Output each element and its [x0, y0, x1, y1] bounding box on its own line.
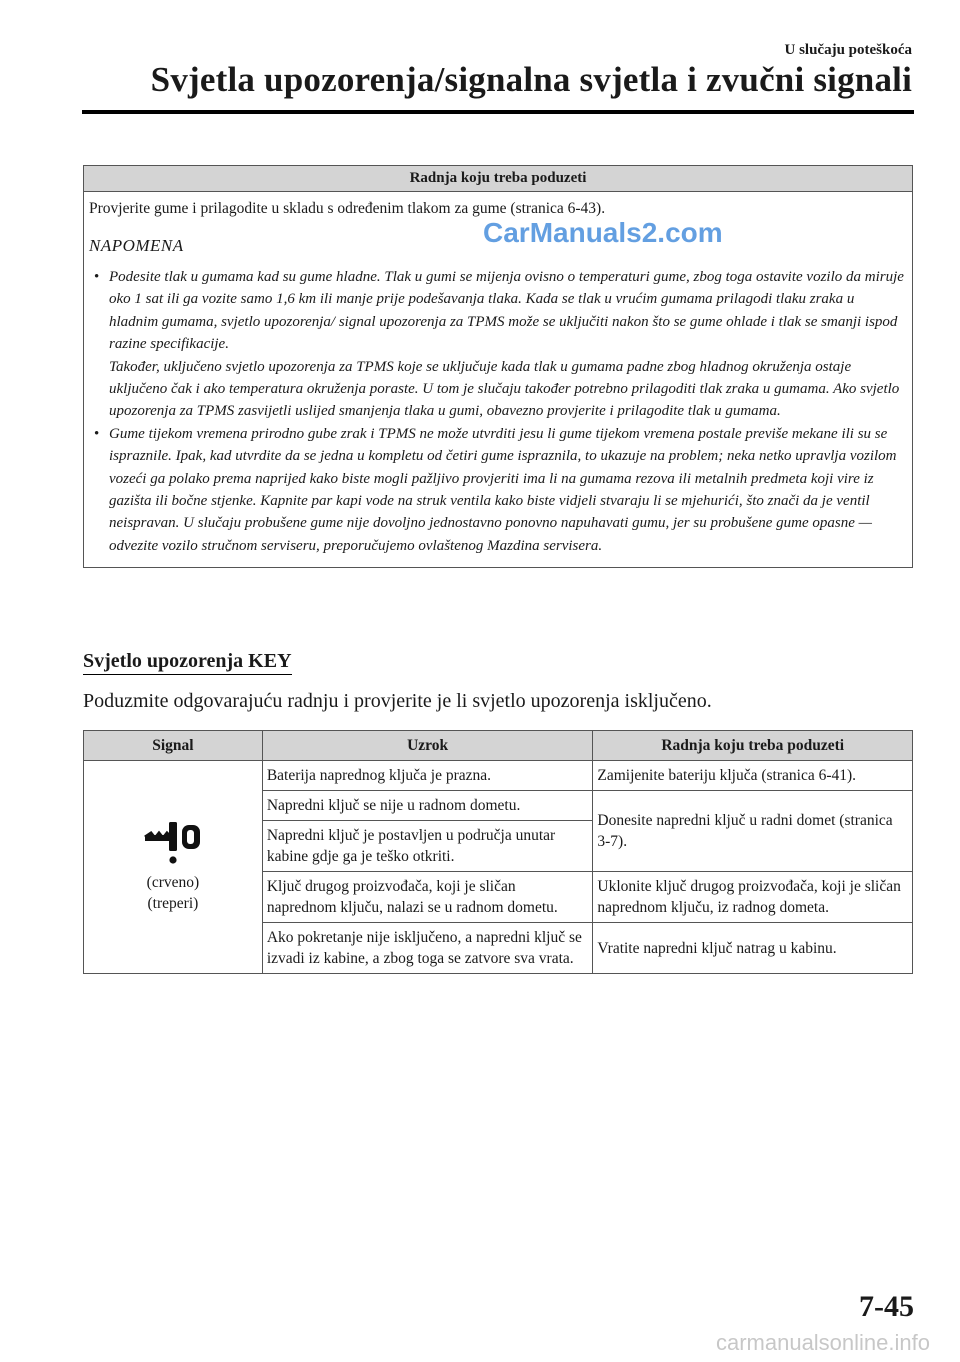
note-paragraph: Gume tijekom vremena prirodno gube zrak i TPMS ne može utvrditi jesu li gume tijekom vremena postale previše mekane ili su se ispraznile. Ipak, kad utvrdite da se jedna u kompletu od četiri gume ispraznila, to ukazuje na problem; neka netko upravlja vozilom vozeći ga polako prema naprijed kako biste mogli pažljivo provjeriti ima li na gumama rezova ili metalnih predmeta koji vire iz gazišta ili bočne stjenke. Kapnite par kapi vode na struk ventila kako biste vidjeli stvaraju li se mjehurići, što znači da je ventil neispravan. U slučaju probušene gume nije dovoljno jednostavno ponovno napuhavati gumu, jer su probušene gume opasne — odvezite vozilo stručnom serviseru, preporučujemo ovlaštenog Mazdina servisera. [109, 425, 897, 554]
action-box-body [84, 192, 912, 567]
key-warning-table [83, 730, 913, 974]
title-rule [82, 110, 914, 114]
signal-state: (treperi) [147, 895, 199, 912]
key-section-intro: Poduzmite odgovarajuću radnju i provjerite je li svjetlo upozorenja isključeno. [83, 690, 712, 712]
bullet-icon: • [94, 425, 100, 442]
instruction-text: Provjerite gume i prilagodite u skladu s određenim tlakom za gume (stranica 6-43). [89, 200, 606, 217]
column-header-action: Radnja koju treba poduzeti [593, 731, 913, 761]
action-box [83, 165, 913, 568]
page-title: Svjetla upozorenja/signalna svjetla i zvučni signali [150, 60, 912, 99]
key-warning-icon [142, 820, 204, 866]
column-header-signal: Signal [84, 731, 263, 761]
table-row [84, 761, 913, 791]
cause-cell: Napredni ključ je postavljen u područja unutar kabine gdje ga je teško otkriti. [262, 821, 593, 872]
action-box-header: Radnja koju treba poduzeti [84, 166, 912, 192]
action-cell: Vratite napredni ključ natrag u kabinu. [593, 923, 913, 974]
action-cell: Zamijenite bateriju ključa (stranica 6-41). [593, 761, 913, 791]
note-paragraph: Podesite tlak u gumama kad su gume hladne. Tlak u gumi se mijenja ovisno o temperaturi gume, zbog toga ostavite vozilo da miruje oko 1 sat ili ga vozite samo 1,6 km ili manje prije podešavanja tlaka. Kada se tlak u vrućim gumama prilagodi tlaku zraka u hladnim gumama, svjetlo upozorenja/ signal upozorenja za TPMS može se uključiti nakon što se gume ohlade i tlak se smanji ispod razine specifikacije. [109, 269, 904, 353]
note-paragraph: Također, uključeno svjetlo upozorenja za TPMS koje se uključuje kada tlak u gumama padne zbog hladnog okruženja ostaje uključeno čak i ako temperatura okruženja poraste. U tom je slučaju također potrebno prilagoditi tlak zraka u gumama. Ako svjetlo upozorenja za TPMS zasvijetli uslijed smanjenja tlaka u gumi, obavezno provjerite i prilagodite tlak u gumama. [109, 358, 900, 420]
bullet-icon: • [94, 269, 100, 285]
note-item [89, 266, 904, 423]
signal-color: (crveno) [146, 874, 200, 891]
cause-cell: Ako pokretanje nije isključeno, a napredni ključ se izvadi iz kabine, a zbog toga se zatvore sva vrata. [262, 923, 593, 974]
cause-cell: Ključ drugog proizvođača, koji je sličan naprednom ključu, nalazi se u radnom dometu. [262, 872, 593, 923]
cause-cell: Baterija naprednog ključa je prazna. [262, 761, 593, 791]
page-number: 7-45 [859, 1290, 914, 1323]
note-heading: NAPOMENA [89, 236, 184, 255]
note-item [89, 423, 904, 557]
key-section-heading: Svjetlo upozorenja KEY [83, 650, 292, 675]
table-header-row [84, 731, 913, 761]
section-label: U slučaju poteškoća [784, 42, 912, 58]
source-watermark: carmanualsonline.info [715, 1330, 930, 1355]
signal-cell [84, 761, 263, 974]
note-list [89, 266, 904, 557]
action-cell: Uklonite ključ drugog proizvođača, koji je sličan naprednom ključu, iz radnog dometa. [593, 872, 913, 923]
watermark-logo: CarManuals2.com [483, 217, 723, 248]
column-header-cause: Uzrok [262, 731, 593, 761]
cause-cell: Napredni ključ se nije u radnom dometu. [262, 791, 593, 821]
action-cell: Donesite napredni ključ u radni domet (stranica 3-7). [593, 791, 913, 872]
